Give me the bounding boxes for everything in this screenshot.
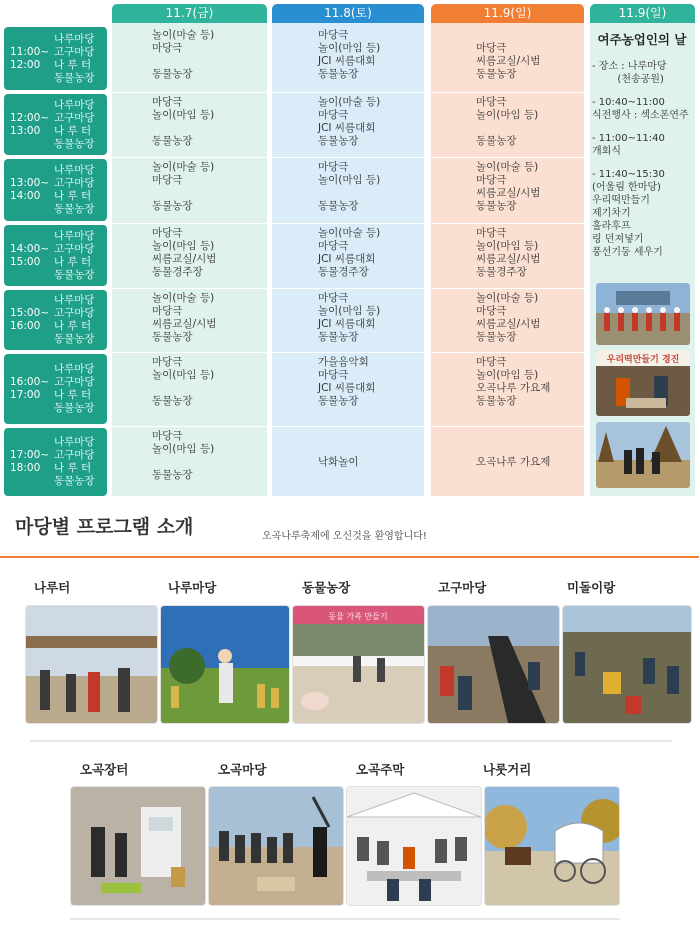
day3-program: 마당극 놀이(마임 등) 씨름교실/시범 동물경주장 <box>476 227 541 278</box>
gogumadang-photo <box>427 605 560 724</box>
day1-program: 마당극 놀이(마임 등) 동물농장 <box>152 430 215 481</box>
naruteo-photo <box>25 605 158 724</box>
rice-cake-contest-photo <box>596 350 690 416</box>
day3-program: 놀이(마술 등) 마당극 씨름교실/시범 동물농장 <box>476 292 541 343</box>
zoo-banner-text: 동물 가족 만들기 <box>328 612 388 621</box>
day2-program: 마당극 놀이(마임 등) JCI 씨름대회 동물농장 <box>318 292 381 343</box>
header-day2: 11.8(토) <box>272 4 424 23</box>
time-slot <box>4 159 107 221</box>
day1-program: 마당극 놀이(마임 등) 동물농장 <box>152 356 215 407</box>
day4-item: - 장소 : 나루마당 (천송공원) <box>592 61 667 85</box>
ogok-market-photo <box>70 786 206 906</box>
midoli-photo <box>562 605 692 724</box>
label-ogok-market: 오곡장터 <box>80 762 129 777</box>
time-range: 16:00~ 17:00 <box>10 376 50 401</box>
games-photo <box>596 422 690 488</box>
row-divider <box>112 352 584 353</box>
venue-list: 나루마당 고구마당 나 루 터 동물농장 <box>54 294 95 345</box>
time-range: 14:00~ 15:00 <box>10 242 50 268</box>
header-day1: 11.7(금) <box>112 4 267 23</box>
day1-program: 마당극 놀이(마임 등) 동물농장 <box>152 96 215 147</box>
label-ogok-jumak: 오곡주막 <box>356 762 405 777</box>
day4-item: - 10:40~11:00 식전행사 : 섹소폰연주 <box>592 97 689 121</box>
day2-program: 낙화놀이 <box>318 456 359 468</box>
day3-program: 마당극 놀이(마임 등) 오곡나루 가요제 동물농장 <box>476 356 551 407</box>
time-range: 15:00~ 16:00 <box>10 307 50 332</box>
ogok-madang-photo <box>208 786 344 906</box>
time-slot <box>4 290 107 350</box>
time-slot <box>4 27 107 90</box>
programs-title: 마당별 프로그램 소개 <box>15 516 194 538</box>
venue-list: 나루마당 고구마당 나 루 터 동물농장 <box>54 32 95 84</box>
day2-program: 가을음악회 마당극 JCI 씨름대회 동물농장 <box>318 356 376 407</box>
zoo-photo <box>292 605 425 724</box>
time-range: 17:00~ 18:00 <box>10 449 50 474</box>
venue-list: 나루마당 고구마당 나 루 터 동물농장 <box>54 164 95 215</box>
time-slot <box>4 428 107 496</box>
gallery-separator-bottom <box>70 918 620 920</box>
time-slot <box>4 225 107 286</box>
narumadang-photo <box>160 605 290 724</box>
day3-program: 오곡나루 가요제 <box>476 456 551 468</box>
day4-info <box>592 30 692 269</box>
row-divider <box>112 157 584 158</box>
gallery-separator <box>30 740 672 742</box>
photo-banner-text: 우리떡만들기 경진 <box>606 355 680 365</box>
day1-program: 놀이(마술 등) 마당극 동물농장 <box>152 161 215 212</box>
label-ogok-madang: 오곡마당 <box>218 762 267 777</box>
day4-title: 여주농업인의 날 <box>597 32 687 47</box>
row-divider <box>112 223 584 224</box>
day3-program: 놀이(마술 등) 마당극 씨름교실/시범 동물농장 <box>476 161 541 212</box>
day4-item: - 11:40~15:30 (어울림 한마당) 우리떡만들기 제기차기 훌라후프 링 던져넣기 풍선기둥 세우기 <box>592 169 665 258</box>
programs-subtitle: 오곡나루축제에 오신것을 환영합니다! <box>262 531 427 542</box>
row-divider <box>112 426 584 427</box>
time-range: 13:00~ 14:00 <box>10 177 50 202</box>
label-gogumadang: 고구마당 <box>438 580 487 595</box>
section-divider <box>0 556 699 558</box>
time-range: 12:00~ 13:00 <box>10 111 50 137</box>
label-narumadang: 나루마당 <box>168 580 217 595</box>
label-naruteo: 나루터 <box>34 580 71 595</box>
time-slot <box>4 354 107 424</box>
label-midoli: 미돌이랑 <box>567 580 616 595</box>
header-day4: 11.9(일) <box>590 4 695 23</box>
venue-list: 나루마당 고구마당 나 루 터 동물농장 <box>54 436 95 487</box>
day2-program: 마당극 놀이(마임 등) JCI 씨름대회 동물농장 <box>318 29 381 80</box>
day4-item: - 11:00~11:40 개회식 <box>592 133 665 157</box>
day1-program: 마당극 놀이(마임 등) 씨름교실/시범 동물경주장 <box>152 227 217 278</box>
row-divider <box>112 288 584 289</box>
time-slot <box>4 94 107 155</box>
header-day3: 11.9(일) <box>431 4 584 23</box>
day2-program: 놀이(마술 등) 마당극 JCI 씨름대회 동물경주장 <box>318 227 381 278</box>
narutgeori-photo <box>484 786 620 906</box>
time-range: 11:00~ 12:00 <box>10 45 50 71</box>
row-divider <box>112 92 584 93</box>
venue-list: 나루마당 고구마당 나 루 터 동물농장 <box>54 363 95 414</box>
day1-program: 놀이(마술 등) 마당극 씨름교실/시범 동물농장 <box>152 292 217 343</box>
label-narutgeori: 나룻거리 <box>483 762 532 777</box>
ogok-jumak-photo <box>346 786 482 906</box>
venue-list: 나루마당 고구마당 나 루 터 동물농장 <box>54 229 95 281</box>
label-zoo: 동물농장 <box>302 580 351 595</box>
day2-program: 마당극 놀이(마임 등) 동물농장 <box>318 161 381 212</box>
day2-program: 놀이(마술 등) 마당극 JCI 씨름대회 동물농장 <box>318 96 381 147</box>
day1-program: 놀이(마술 등) 마당극 동물농장 <box>152 29 215 80</box>
day3-program: 마당극 씨름교실/시범 동물농장 <box>476 42 541 80</box>
day3-program: 마당극 놀이(마임 등) 동물농장 <box>476 96 539 147</box>
venue-list: 나루마당 고구마당 나 루 터 동물농장 <box>54 98 95 150</box>
ceremony-photo <box>596 283 690 345</box>
